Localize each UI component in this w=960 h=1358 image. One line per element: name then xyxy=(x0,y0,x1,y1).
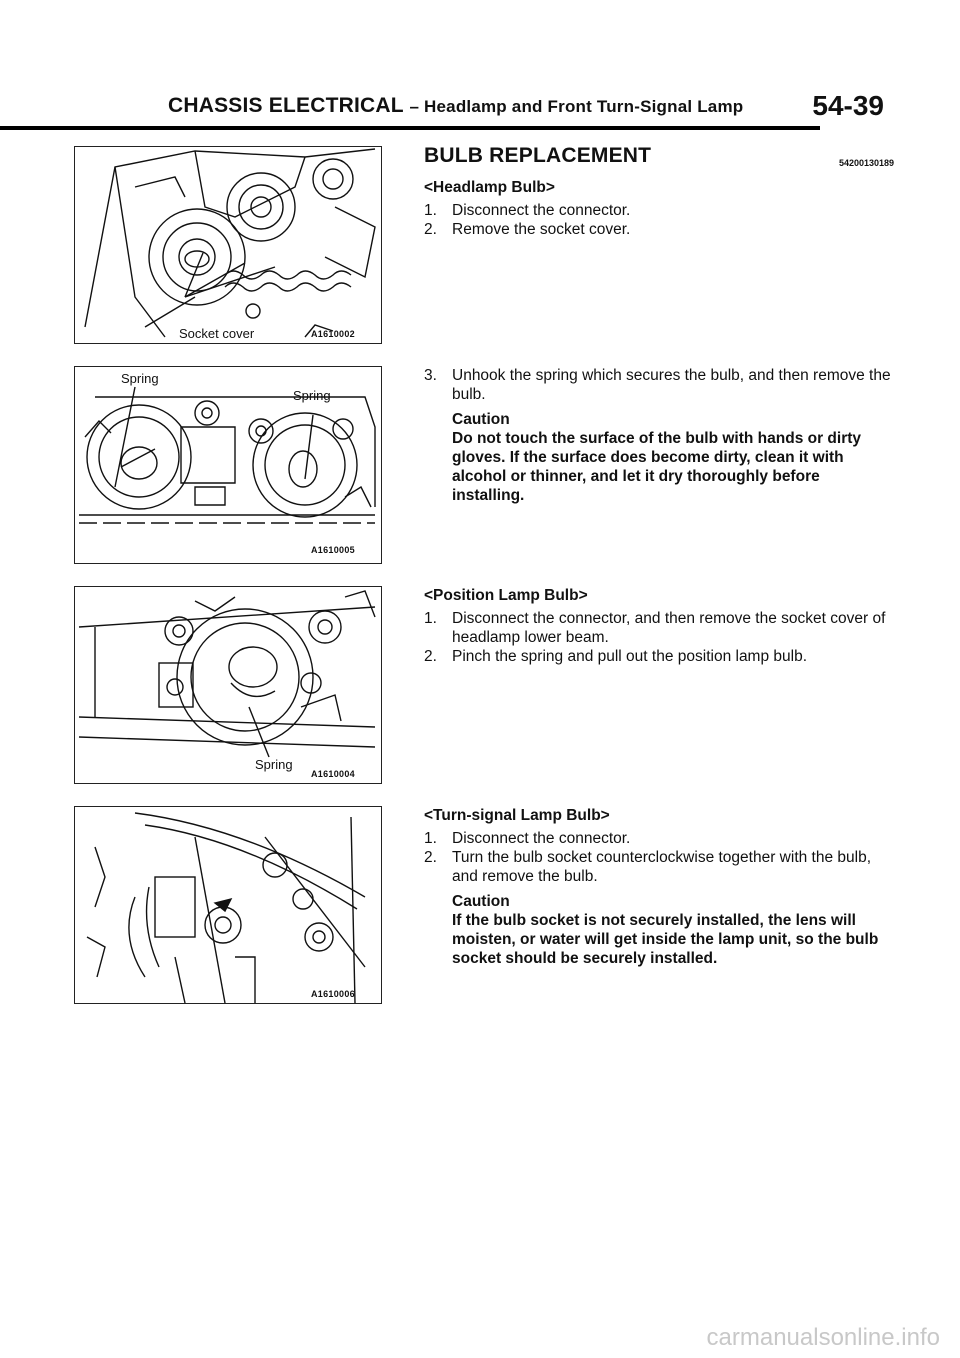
turn-step-1 xyxy=(424,829,894,848)
step-text: Disconnect the connector. xyxy=(452,830,631,847)
headlamp-socket-cover-illustration xyxy=(75,147,381,343)
figure-code: A1610006 xyxy=(311,989,355,999)
figure-springs xyxy=(74,366,382,564)
step-text: Turn the bulb socket counterclockwise together with the bulb, and remove the bulb. xyxy=(452,849,872,885)
headlamp-step-1 xyxy=(424,201,894,220)
chapter-title: CHASSIS ELECTRICAL xyxy=(168,94,404,117)
position-lamp-title: <Position Lamp Bulb> xyxy=(424,587,588,604)
step-number: 1. xyxy=(424,830,437,847)
page-header xyxy=(72,90,892,128)
position-lamp-spring-illustration xyxy=(75,587,381,783)
headlamp-bulb-block xyxy=(424,178,894,239)
section-title: BULB REPLACEMENT xyxy=(424,144,652,167)
figure-code: A1610004 xyxy=(311,769,355,779)
figure-socket-cover xyxy=(74,146,382,344)
position-step-1 xyxy=(424,609,894,647)
turn-signal-lamp-illustration xyxy=(75,807,381,1003)
page-title xyxy=(168,94,743,118)
step-number: 2. xyxy=(424,221,437,238)
turn-step-2 xyxy=(424,848,894,886)
headlamp-step-3 xyxy=(424,366,894,404)
step-number: 1. xyxy=(424,610,437,627)
position-step-2 xyxy=(424,647,894,666)
page-number: 54-39 xyxy=(812,90,884,121)
headlamp-spring-illustration xyxy=(75,367,381,563)
headlamp-step-2 xyxy=(424,220,894,239)
figure-code: A1610002 xyxy=(311,329,355,339)
header-divider xyxy=(0,126,820,130)
headlamp-bulb-title: <Headlamp Bulb> xyxy=(424,179,555,196)
position-lamp-block xyxy=(424,586,894,666)
figure-turn-signal xyxy=(74,806,382,1004)
step-text: Pinch the spring and pull out the position lamp bulb. xyxy=(452,648,808,665)
spring-label-right: Spring xyxy=(293,388,331,403)
caution-label: Caution xyxy=(452,411,510,428)
spring-label-left: Spring xyxy=(121,371,159,386)
section-code: 54200130189 xyxy=(838,158,894,168)
figure-position-lamp xyxy=(74,586,382,784)
section-subtitle: – Headlamp and Front Turn-Signal Lamp xyxy=(409,97,744,116)
step-text: Disconnect the connector, and then remove the socket cover of headlamp lower beam. xyxy=(452,610,886,646)
step-number: 2. xyxy=(424,849,437,866)
caution-text: Do not touch the surface of the bulb with hands or dirty gloves. If the surface does become dirty, clean it with alcohol or thinner, and let it dry thoroughly before installing. xyxy=(452,430,862,504)
caution-text: If the bulb socket is not securely installed, the lens will moisten, or water will get inside the lamp unit, so the bulb socket should be securely installed. xyxy=(452,912,879,967)
step-text: Unhook the spring which secures the bulb, and then remove the bulb. xyxy=(452,367,891,403)
step-number: 1. xyxy=(424,202,437,219)
step-number: 3. xyxy=(424,367,437,384)
socket-cover-label: Socket cover xyxy=(179,326,255,341)
turn-signal-title: <Turn-signal Lamp Bulb> xyxy=(424,807,610,824)
turn-signal-block xyxy=(424,806,894,968)
caution-label: Caution xyxy=(452,893,510,910)
step-text: Remove the socket cover. xyxy=(452,221,631,238)
figure-code: A1610005 xyxy=(311,545,355,555)
watermark: carmanualsonline.info xyxy=(706,1324,940,1351)
headlamp-step-3-block xyxy=(424,366,894,505)
spring-label: Spring xyxy=(255,757,293,772)
step-number: 2. xyxy=(424,648,437,665)
step-text: Disconnect the connector. xyxy=(452,202,631,219)
